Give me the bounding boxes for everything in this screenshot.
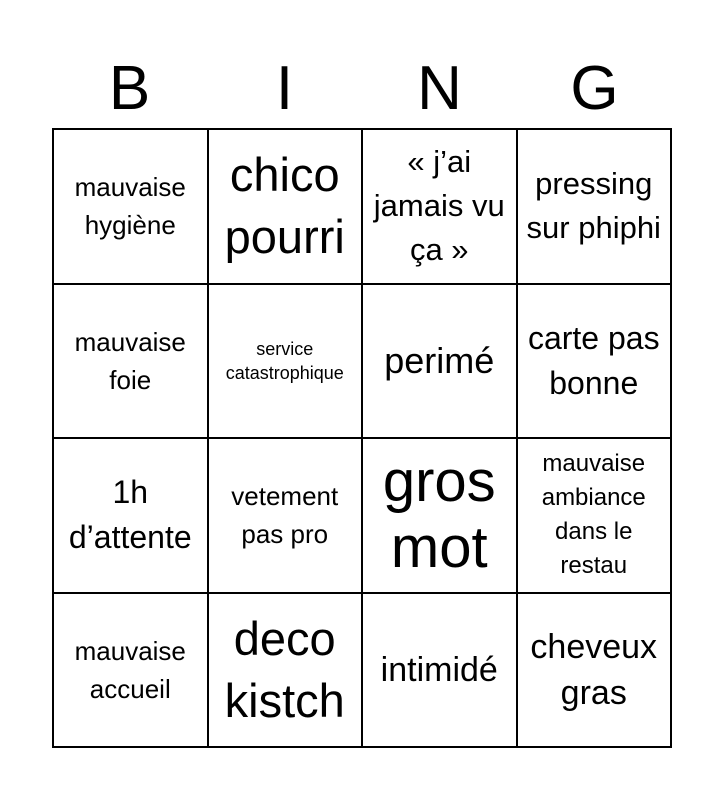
bingo-cell[interactable] <box>53 284 208 439</box>
cell-label: perimé <box>384 339 495 381</box>
cell-label: mauvaise hygiène <box>74 172 186 241</box>
header-letter-b: B <box>108 54 151 123</box>
bingo-cell[interactable] <box>53 438 208 593</box>
cell-label: mauvaise ambiance dans le restau <box>541 450 646 580</box>
bingo-cell[interactable] <box>362 284 517 439</box>
cell-label: « j’ai jamais vu ça » <box>373 144 505 268</box>
bingo-header <box>52 50 672 128</box>
cell-label: intimidé <box>380 650 498 689</box>
cell-label: carte pas bonne <box>527 319 660 401</box>
bingo-cell[interactable] <box>208 284 363 439</box>
bingo-cell[interactable] <box>362 129 517 284</box>
cell-label: 1h d’attente <box>68 474 192 556</box>
bingo-cell[interactable] <box>517 284 672 439</box>
bingo-cell[interactable] <box>53 593 208 748</box>
cell-label: mauvaise accueil <box>74 635 186 704</box>
bingo-cell[interactable] <box>208 438 363 593</box>
cell-label: pressing sur phiphi <box>526 166 661 246</box>
bingo-cell[interactable] <box>362 593 517 748</box>
header-letter-n: N <box>417 54 462 123</box>
cell-label: gros mot <box>382 449 496 581</box>
cell-label: service catastrophique <box>225 338 344 383</box>
cell-label: vetement pas pro <box>231 481 339 550</box>
bingo-cell[interactable] <box>53 129 208 284</box>
bingo-grid <box>52 128 672 748</box>
header-letter-i: I <box>275 54 294 123</box>
cell-label: chico pourri <box>224 148 345 264</box>
bingo-cell[interactable] <box>517 438 672 593</box>
bingo-cell[interactable] <box>517 129 672 284</box>
bingo-cell[interactable] <box>517 593 672 748</box>
header-letter-g: G <box>570 54 619 123</box>
bingo-cell[interactable] <box>362 438 517 593</box>
bingo-cell[interactable] <box>208 593 363 748</box>
bingo-cell[interactable] <box>208 129 363 284</box>
cell-label: mauvaise foie <box>74 326 186 395</box>
cell-label: cheveux gras <box>530 627 658 712</box>
cell-label: deco kistch <box>224 611 345 727</box>
